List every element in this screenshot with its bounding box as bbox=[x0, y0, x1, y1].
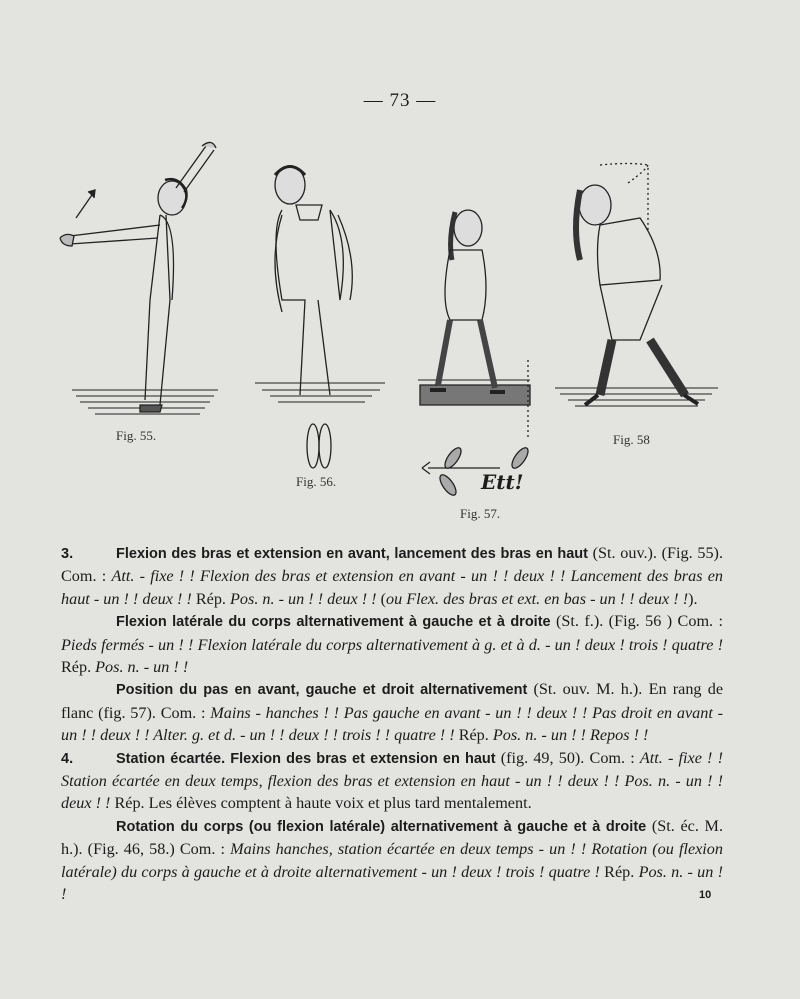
command-text: Pos. n. - un ! ! bbox=[95, 658, 189, 677]
figure-57-drawing bbox=[418, 210, 531, 498]
figure-55-drawing bbox=[60, 142, 218, 414]
body-text: (St. éc. M. h.). (Fig. 46, 58.) Com. : bbox=[61, 816, 724, 859]
figure-56-caption: Fig. 56. bbox=[296, 474, 337, 489]
section-number: 4. bbox=[61, 750, 74, 767]
figure-57-caption: Fig. 57. bbox=[460, 506, 501, 521]
command-text: Pos. n. - un ! ! Repos ! ! bbox=[492, 726, 649, 745]
body-text: (St. f.). (Fig. 56 ) Com. : bbox=[550, 612, 723, 631]
body-text: Rép. bbox=[454, 726, 493, 745]
exercise-text bbox=[61, 542, 723, 906]
footer-page-number: 10 bbox=[699, 889, 712, 901]
paragraph-title: Position du pas en avant, gauche et droit alternativement bbox=[116, 682, 528, 699]
paragraph-step-position bbox=[61, 678, 723, 746]
section-title: Flexion des bras et extension en avant, lancement des bras en haut bbox=[116, 546, 588, 562]
body-text: (fig. 49, 50). Com. : bbox=[495, 748, 640, 767]
command-text: Att. - fixe ! ! Flexion des bras et extension en avant - un ! ! deux ! ! Lancement des bras en haut - un ! ! deux ! ! bbox=[61, 567, 723, 608]
command-text: Pos. n. - un ! ! bbox=[61, 862, 724, 904]
ett-label: Ett! bbox=[481, 470, 524, 494]
paragraph-lateral-flexion bbox=[61, 610, 723, 678]
body-text: Rép. Les élèves comptent à haute voix et plus tard mentalement. bbox=[110, 794, 532, 813]
command-text: Pieds fermés - un ! ! Flexion latérale du corps alternativement à g. et à d. - un ! deux ! trois ! quatre ! bbox=[61, 635, 723, 654]
section-number: 3. bbox=[61, 546, 74, 562]
section-title: Station écartée. Flexion des bras et extension en haut bbox=[116, 750, 496, 767]
body-text: Rép. bbox=[61, 658, 96, 677]
section-3 bbox=[61, 542, 723, 610]
paragraph-rotation bbox=[61, 815, 723, 906]
paragraph-title: Rotation du corps (ou flexion latérale) alternativement à gauche et à droite bbox=[116, 818, 647, 835]
paragraph-title: Flexion latérale du corps alternativement à gauche et à droite bbox=[116, 614, 551, 631]
command-text: Mains - hanches ! ! Pas gauche en avant - un ! ! deux ! ! Pas droit en avant - un ! ! deux ! ! Alter. g. et d. - un ! ! deux ! ! trois ! ! quatre ! ! bbox=[61, 703, 723, 745]
body-text: ( bbox=[376, 589, 387, 608]
figure-58-caption: Fig. 58 bbox=[613, 432, 650, 447]
command-text: Mains hanches, station écartée en deux temps - un ! ! Rotation (ou flexion latérale) du corps à gauche et à droite alternativement - un ! deux ! trois ! quatre ! bbox=[61, 840, 723, 881]
figure-58-drawing bbox=[555, 164, 718, 407]
figure-55-caption: Fig. 55. bbox=[116, 428, 157, 443]
body-text: (St. ouv.). (Fig. 55). Com. : bbox=[61, 544, 723, 586]
body-text: Rép. bbox=[191, 589, 231, 608]
figure-56-drawing bbox=[255, 166, 385, 468]
page-number: — 73 — bbox=[363, 90, 437, 111]
body-text: ). bbox=[688, 589, 698, 608]
body-text: Rép. bbox=[599, 862, 639, 881]
section-4 bbox=[61, 747, 723, 815]
command-text: ou Flex. des bras et ext. en bas - un ! ! deux ! ! bbox=[386, 589, 689, 608]
command-text: Att. - fixe ! ! Station écartée en deux temps, flexion des bras et extension en haut - un ! ! deux ! ! Pos. n. - un ! ! deux ! ! bbox=[61, 748, 723, 813]
body-text: (St. ouv. M. h.). En rang de flanc (fig. 57). Com. : bbox=[61, 680, 724, 722]
command-text: Pos. n. - un ! ! deux ! ! bbox=[230, 589, 377, 608]
